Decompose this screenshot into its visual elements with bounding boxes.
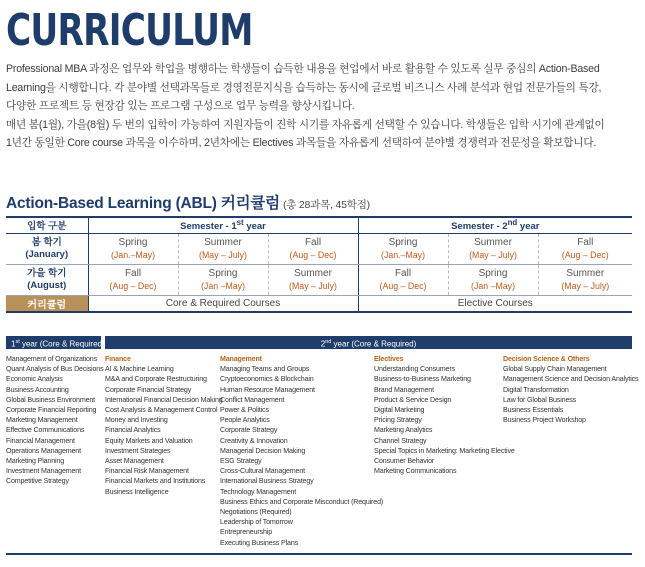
list-item: Law for Global Business: [503, 395, 577, 404]
list-item: Effective Communications: [6, 426, 85, 435]
list-item: Financial Management: [6, 436, 75, 445]
list-item: Business Ethics and Corporate Misconduct (Required): [220, 497, 384, 506]
list-item: Financial Analytics: [105, 426, 161, 435]
list-item: Power & Politics: [220, 406, 269, 415]
list-item: Cost Analysis & Management Control: [105, 406, 218, 415]
decision-heading: Decision Science & Others: [503, 355, 590, 363]
intro-line: Professional MBA 과정은 업무와 학업을 병행하는 학생들이 습득한 내용을 현업에서 바로 활용할 수 있도록 실무 중심의 Action-Based: [6, 63, 600, 75]
list-item: Executing Business Plans: [220, 538, 299, 547]
list-item: Money and Investing: [105, 416, 168, 425]
semester-cell: Summer (May – July): [448, 233, 538, 264]
list-item: Digital Transformation: [503, 385, 569, 394]
list-item: ESG Strategy: [220, 457, 262, 466]
list-item: Economic Analysis: [6, 375, 63, 384]
year1-header: Semester - 1st year: [88, 217, 358, 233]
curriculum-label: 커리큘럼: [6, 295, 88, 312]
list-item: Consumer Behavior: [374, 457, 435, 466]
list-item: Technology Management: [220, 487, 297, 496]
list-item: Corporate Financial Reporting: [6, 406, 97, 415]
list-item: People Analytics: [220, 416, 270, 425]
list-item: Corporate Financial Strategy: [105, 385, 192, 394]
fall-entry-row: [6, 264, 632, 295]
list-item: Marketing Management: [6, 416, 78, 425]
semester-cell: Summer (May – July): [178, 233, 268, 264]
list-item: Management Science and Decision Analytics: [503, 375, 639, 384]
list-item: Business Accounting: [6, 385, 69, 394]
list-item: Creativity & Innovation: [220, 436, 288, 445]
intro-text: [6, 60, 638, 153]
list-item: Human Resource Management: [220, 385, 315, 394]
schedule-table: [6, 216, 632, 313]
intro-line: 1년간 동일한 Core course 과목을 이수하며, 2년차에는 Electives 과목들을 자유롭게 선택하여 분야별 경쟁력과 전문성을 확보합니다.: [6, 137, 597, 149]
electives-course-list: [374, 354, 515, 476]
bottom-divider: [6, 553, 632, 555]
row-label: 가을 학기 (August): [6, 264, 88, 295]
list-item: Brand Management: [374, 385, 434, 394]
semester-cell: Spring (Jan.–May): [358, 233, 448, 264]
list-item: Managing Teams and Groups: [220, 365, 310, 374]
list-item: Operations Management: [6, 446, 81, 455]
list-item: Asset Management: [105, 457, 164, 466]
semester-cell: Fall (Aug – Dec): [538, 233, 632, 264]
management-heading: Management: [220, 355, 262, 363]
page-title: CURRICULUM: [6, 5, 253, 56]
list-item: International Business Strategy: [220, 477, 314, 486]
abl-title: Action-Based Learning (ABL) 커리큘럼: [6, 195, 280, 212]
list-item: Business Intelligence: [105, 487, 169, 496]
semester-cell: Summer (May – July): [268, 264, 358, 295]
list-item: Competitive Strategy: [6, 477, 69, 486]
semester-cell: Fall (Aug – Dec): [88, 264, 178, 295]
list-item: Leadership of Tomorrow: [220, 518, 293, 527]
list-item: Marketing Analytics: [374, 426, 433, 435]
finance-heading: Finance: [105, 355, 131, 363]
year2-header: Semester - 2nd year: [358, 217, 632, 233]
abl-heading: [6, 191, 370, 213]
list-item: Managerial Decision Making: [220, 446, 306, 455]
list-item: AI & Machine Learning: [105, 365, 174, 374]
management-course-list: [220, 354, 383, 548]
list-item: Business Essentials: [503, 406, 564, 415]
list-item: Product & Service Design: [374, 395, 452, 404]
core-courses-label: Core & Required Courses: [88, 295, 358, 312]
list-item: Negotiations (Required): [220, 508, 292, 517]
intro-line: Learning을 시행합니다. 각 분야별 선택과목들로 경영전문지식을 습득하는 동시에 글로벌 비즈니스 사례 분석과 현업 전문가들의 특강,: [6, 81, 602, 94]
finance-course-list: [105, 354, 223, 497]
list-item: Business-to-Business Marketing: [374, 375, 471, 384]
electives-heading: Electives: [374, 355, 404, 363]
list-item: M&A and Corporate Restructuring: [105, 375, 207, 384]
list-item: Investment Management: [6, 467, 81, 476]
elective-courses-label: Elective Courses: [358, 295, 632, 312]
curriculum-row: [6, 295, 632, 312]
list-item: Investment Strategies: [105, 446, 171, 455]
list-item: Business Project Workshop: [503, 416, 586, 425]
year1-bar: 1st year (Core & Required): [6, 336, 101, 349]
row-label: 봄 학기 (January): [6, 233, 88, 264]
year1-course-list: [6, 354, 103, 487]
list-item: Marketing Communications: [374, 467, 457, 476]
entry-header: 입학 구분: [6, 217, 88, 233]
semester-cell: Spring (Jan –May): [448, 264, 538, 295]
list-item: Digital Marketing: [374, 406, 425, 415]
list-item: Financial Markets and Institutions: [105, 477, 206, 486]
list-item: Entrepreneurship: [220, 528, 273, 537]
spring-entry-row: [6, 233, 632, 264]
list-item: Management of Organizations: [6, 355, 97, 363]
list-item: Pricing Strategy: [374, 416, 422, 425]
decision-course-list: [503, 354, 638, 425]
intro-line: 다양한 프로젝트 등 현장감 있는 프로그램 구성으로 업무 능력을 향상시킵니다.: [6, 100, 355, 112]
semester-cell: Summer (May – July): [538, 264, 632, 295]
year2-bar: 2nd year (Core & Required): [105, 336, 632, 349]
semester-cell: Fall (Aug – Dec): [358, 264, 448, 295]
semester-cell: Fall (Aug – Dec): [268, 233, 358, 264]
abl-subtitle: (총 28과목, 45학점): [282, 199, 370, 211]
list-item: Corporate Strategy: [220, 426, 278, 435]
list-item: Special Topics in Marketing: Marketing Elective: [374, 446, 515, 455]
list-item: Global Supply Chain Management: [503, 365, 607, 374]
schedule-header-row: [6, 217, 632, 233]
list-item: Channel Strategy: [374, 436, 427, 445]
list-item: Cryptoeconomics & Blockchain: [220, 375, 314, 384]
semester-cell: Spring (Jan –May): [178, 264, 268, 295]
list-item: Marketing Planning: [6, 457, 65, 466]
semester-cell: Spring (Jan.–May): [88, 233, 178, 264]
list-item: Equity Markets and Valuation: [105, 436, 193, 445]
intro-line: 매년 봄(1월), 가을(8월) 두 번의 입학이 가능하여 지원자들이 진학 시기를 자유롭게 선택할 수 있습니다. 학생들은 입학 시기에 관계없이: [6, 118, 605, 131]
list-item: International Financial Decision Making: [105, 395, 223, 404]
list-item: Quant Analysis of Bus Decisions: [6, 365, 104, 374]
list-item: Understanding Consumers: [374, 365, 455, 374]
list-item: Cross-Cultural Management: [220, 467, 305, 476]
list-item: Financial Risk Management: [105, 467, 189, 476]
list-item: Conflict Management: [220, 395, 285, 404]
list-item: Global Business Environment: [6, 395, 96, 404]
